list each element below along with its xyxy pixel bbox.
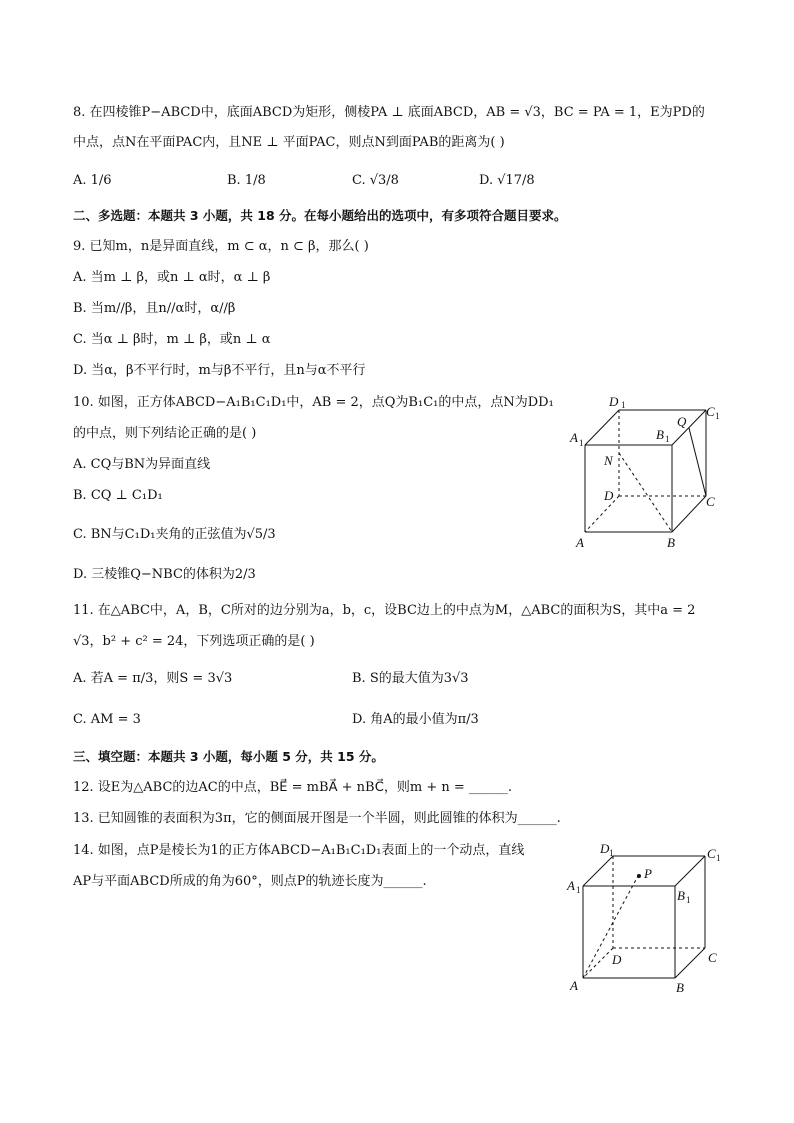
label-p: P	[644, 866, 652, 881]
label-c1: C	[707, 846, 716, 861]
q10-line1: 10. 如图，正方体ABCD−A₁B₁C₁D₁中，AB = 2，点Q为B₁C₁的中点，点N为DD₁	[73, 395, 554, 410]
section2-heading: 二、多选题：本题共 3 小题，共 18 分。在每小题给出的选项中，有多项符合题目要求。	[73, 208, 567, 223]
label-b: B	[667, 535, 675, 550]
label-q: Q	[677, 414, 687, 429]
q11-option-c: C. AM = 3	[73, 712, 141, 727]
label-c: C	[706, 494, 715, 509]
q11-option-b: B. S的最大值为3√3	[352, 671, 469, 686]
q8-option-c: C. √3/8	[352, 173, 399, 188]
q11-option-d: D. 角A的最小值为π/3	[352, 712, 479, 727]
q14-cube-figure	[560, 838, 735, 998]
label-c1: C	[706, 404, 715, 419]
q11-line1: 11. 在△ABC中，A，B，C所对的边分别为a，b，c，设BC边上的中点为M，△ABC的面积为S，其中a = 2	[73, 603, 696, 618]
label-a1: A	[567, 878, 575, 893]
label-b: B	[676, 980, 684, 995]
label-d: D	[604, 488, 614, 503]
q10-option-d: D. 三棱锥Q−NBC的体积为2/3	[73, 567, 256, 582]
q10-option-b: B. CQ ⊥ C₁D₁	[73, 488, 163, 503]
q10-cube-figure	[560, 390, 735, 555]
q9-stem: 9. 已知m，n是异面直线，m ⊂ α，n ⊂ β，那么( )	[73, 239, 369, 254]
q9-option-d: D. 当α，β不平行时，m与β不平行，且n与α不平行	[73, 363, 366, 378]
q12-text: 12. 设E为△ABC的边AC的中点，BE⃗ = mBA⃗ + nBC⃗，则m + n = ______.	[73, 780, 513, 795]
label-b1: B	[677, 888, 685, 903]
q11-option-a: A. 若A = π/3，则S = 3√3	[73, 671, 233, 686]
sub-d1: 1	[621, 400, 626, 410]
q8-line1: 8. 在四棱锥P−ABCD中，底面ABCD为矩形，侧棱PA ⊥ 底面ABCD，AB = √3，BC = PA = 1，E为PD的	[73, 105, 705, 120]
label-c: C	[708, 950, 717, 965]
q14-line1: 14. 如图，点P是棱长为1的正方体ABCD−A₁B₁C₁D₁表面上的一个动点，直线	[73, 843, 525, 858]
sub-b1: 1	[665, 434, 670, 444]
q9-option-b: B. 当m//β，且n//α时，α//β	[73, 301, 236, 316]
label-b1: B	[656, 427, 664, 442]
section3-heading: 三、填空题：本题共 3 小题，每小题 5 分，共 15 分。	[73, 749, 384, 764]
sub-c1: 1	[716, 853, 721, 863]
label-a: A	[576, 535, 584, 550]
sub-c1: 1	[715, 411, 720, 421]
q8-line2: 中点，点N在平面PAC内，且NE ⊥ 平面PAC，则点N到面PAB的距离为( )	[73, 135, 505, 150]
q10-option-c: C. BN与C₁D₁夹角的正弦值为√5/3	[73, 527, 276, 542]
q8-option-b: B. 1/8	[227, 173, 266, 188]
sub-a1: 1	[576, 885, 581, 895]
q8-option-d: D. √17/8	[479, 173, 535, 188]
q11-line2: √3，b² + c² = 24，下列选项正确的是( )	[73, 634, 315, 649]
q14-line2: AP与平面ABCD所成的角为60°，则点P的轨迹长度为______.	[73, 874, 427, 889]
label-d1: D	[609, 394, 619, 409]
sub-a1: 1	[579, 438, 584, 448]
label-d1: D	[600, 841, 610, 856]
sub-d1: 1	[609, 848, 614, 858]
sub-b1: 1	[686, 895, 691, 905]
label-n: N	[604, 453, 613, 468]
q9-option-c: C. 当α ⊥ β时，m ⊥ β，或n ⊥ α	[73, 332, 271, 347]
label-d: D	[612, 952, 622, 967]
q8-option-a: A. 1/6	[73, 173, 112, 188]
q10-option-a: A. CQ与BN为异面直线	[73, 457, 211, 472]
q9-option-a: A. 当m ⊥ β，或n ⊥ α时，α ⊥ β	[73, 270, 271, 285]
q13-text: 13. 已知圆锥的表面积为3π，它的侧面展开图是一个半圆，则此圆锥的体积为______.	[73, 811, 561, 826]
q10-line2: 的中点，则下列结论正确的是( )	[73, 426, 257, 441]
label-a: A	[570, 978, 578, 993]
label-a1: A	[570, 430, 578, 445]
